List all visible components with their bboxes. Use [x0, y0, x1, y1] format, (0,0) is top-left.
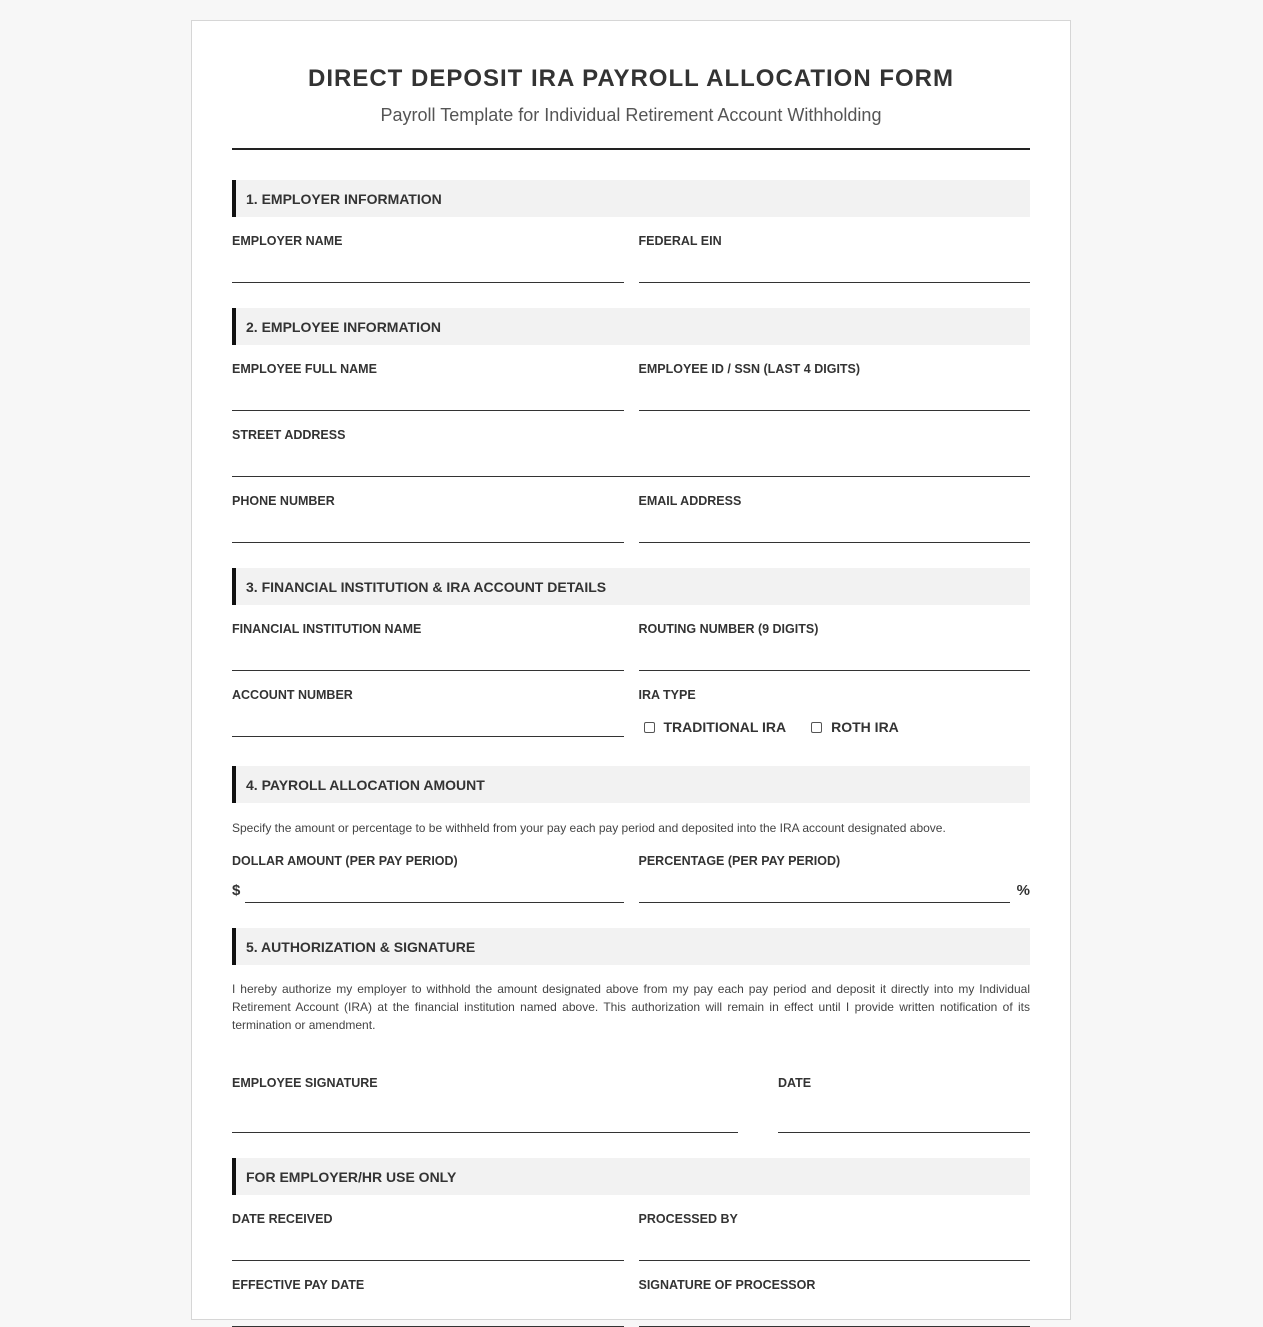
employee-signature-input[interactable]: [232, 1091, 738, 1133]
allocation-row: [232, 854, 1030, 903]
section-header-employer: 1. EMPLOYER INFORMATION: [232, 180, 1030, 217]
federal-ein-input[interactable]: [639, 249, 1031, 283]
employee-id-label: EMPLOYEE ID / SSN (LAST 4 DIGITS): [638, 362, 861, 376]
allocation-instructions: Specify the amount or percentage to be withheld from your pay each pay period and deposited into the IRA account designated above.: [232, 821, 946, 835]
street-row: [232, 428, 1030, 477]
roth-ira-option[interactable]: [811, 719, 899, 735]
phone-number-label: PHONE NUMBER: [232, 494, 335, 508]
employer-name-input[interactable]: [232, 249, 624, 283]
institution-row: [232, 622, 1030, 671]
percentage-field: [639, 854, 1031, 903]
street-address-input[interactable]: [232, 443, 1030, 477]
roth-ira-checkbox[interactable]: [811, 722, 822, 733]
dollar-amount-field: [232, 854, 624, 903]
effective-pay-date-input[interactable]: [232, 1293, 624, 1327]
ira-type-label: IRA TYPE: [638, 688, 696, 702]
signature-date-label: DATE: [778, 1076, 812, 1090]
title-divider: [232, 148, 1030, 150]
employee-full-name-label: EMPLOYEE FULL NAME: [232, 362, 377, 376]
authorization-text: I hereby authorize my employer to withhold the amount designated above from my pay each pay period and deposit it directly into my Individual Retirement Account (IRA) at the financial institution named above. This authorization will remain in effect until I provide written notification of its termination or amendment.: [232, 982, 1030, 1032]
roth-ira-label: ROTH IRA: [831, 719, 899, 735]
phone-number-input[interactable]: [232, 509, 624, 543]
employee-signature-field: [232, 1076, 738, 1133]
institution-name-label: FINANCIAL INSTITUTION NAME: [232, 622, 422, 636]
account-number-label: ACCOUNT NUMBER: [232, 688, 353, 702]
form-page: [191, 20, 1071, 1320]
date-received-label: DATE RECEIVED: [232, 1212, 333, 1226]
employer-row: [232, 234, 1030, 283]
traditional-ira-label: TRADITIONAL IRA: [663, 719, 787, 735]
routing-number-field: [639, 622, 1031, 671]
processed-by-field: [639, 1212, 1031, 1261]
date-received-field: [232, 1212, 624, 1261]
processor-signature-input[interactable]: [639, 1293, 1031, 1327]
contact-row: [232, 494, 1030, 543]
section-header-hr: FOR EMPLOYER/HR USE ONLY: [232, 1158, 1030, 1195]
ira-type-field: [639, 688, 1031, 737]
signature-date-field: [778, 1076, 1030, 1133]
dollar-amount-label: DOLLAR AMOUNT (PER PAY PERIOD): [232, 854, 458, 868]
signature-date-input[interactable]: [778, 1091, 1030, 1133]
institution-name-input[interactable]: [232, 637, 624, 671]
percentage-input[interactable]: [639, 869, 1011, 903]
hr-row-2: [232, 1278, 1030, 1327]
email-address-input[interactable]: [639, 509, 1031, 543]
effective-pay-date-label: EFFECTIVE PAY DATE: [232, 1278, 365, 1292]
account-row: [232, 688, 1030, 737]
percentage-row: [639, 869, 1031, 903]
employee-signature-label: EMPLOYEE SIGNATURE: [232, 1076, 378, 1090]
percentage-label: PERCENTAGE (PER PAY PERIOD): [638, 854, 841, 868]
form-title: DIRECT DEPOSIT IRA PAYROLL ALLOCATION FORM: [307, 65, 954, 92]
email-address-field: [639, 494, 1031, 543]
dollar-amount-row: [232, 869, 624, 903]
dollar-sign: $: [232, 882, 241, 899]
effective-pay-date-field: [232, 1278, 624, 1327]
form-subtitle: Payroll Template for Individual Retirement Account Withholding: [380, 105, 882, 125]
employee-id-input[interactable]: [639, 377, 1031, 411]
section-header-allocation: 4. PAYROLL ALLOCATION AMOUNT: [232, 766, 1030, 803]
section-header-employee: 2. EMPLOYEE INFORMATION: [232, 308, 1030, 345]
phone-number-field: [232, 494, 624, 543]
hr-row-1: [232, 1212, 1030, 1261]
traditional-ira-checkbox[interactable]: [644, 722, 655, 733]
section-header-authorization: 5. AUTHORIZATION & SIGNATURE: [232, 928, 1030, 965]
employee-full-name-field: [232, 362, 624, 411]
routing-number-input[interactable]: [639, 637, 1031, 671]
ira-type-options: [639, 719, 1031, 735]
date-received-input[interactable]: [232, 1227, 624, 1261]
email-address-label: EMAIL ADDRESS: [638, 494, 742, 508]
federal-ein-field: [639, 234, 1031, 283]
street-address-field: [232, 428, 1030, 477]
processor-signature-label: SIGNATURE OF PROCESSOR: [638, 1278, 816, 1292]
employee-id-field: [639, 362, 1031, 411]
account-number-field: [232, 688, 624, 737]
section-header-financial: 3. FINANCIAL INSTITUTION & IRA ACCOUNT DETAILS: [232, 568, 1030, 605]
account-number-input[interactable]: [232, 703, 624, 737]
dollar-amount-input[interactable]: [245, 869, 624, 903]
traditional-ira-option[interactable]: [644, 719, 787, 735]
federal-ein-label: FEDERAL EIN: [638, 234, 722, 248]
processed-by-label: PROCESSED BY: [638, 1212, 738, 1226]
routing-number-label: ROUTING NUMBER (9 DIGITS): [638, 622, 819, 636]
employee-name-row: [232, 362, 1030, 411]
signature-row: [232, 1076, 1030, 1133]
processed-by-input[interactable]: [639, 1227, 1031, 1261]
institution-name-field: [232, 622, 624, 671]
street-address-label: STREET ADDRESS: [232, 428, 346, 442]
employer-name-label: EMPLOYER NAME: [232, 234, 343, 248]
percent-sign: %: [1016, 882, 1030, 899]
employer-name-field: [232, 234, 624, 283]
employee-full-name-input[interactable]: [232, 377, 624, 411]
processor-signature-field: [639, 1278, 1031, 1327]
